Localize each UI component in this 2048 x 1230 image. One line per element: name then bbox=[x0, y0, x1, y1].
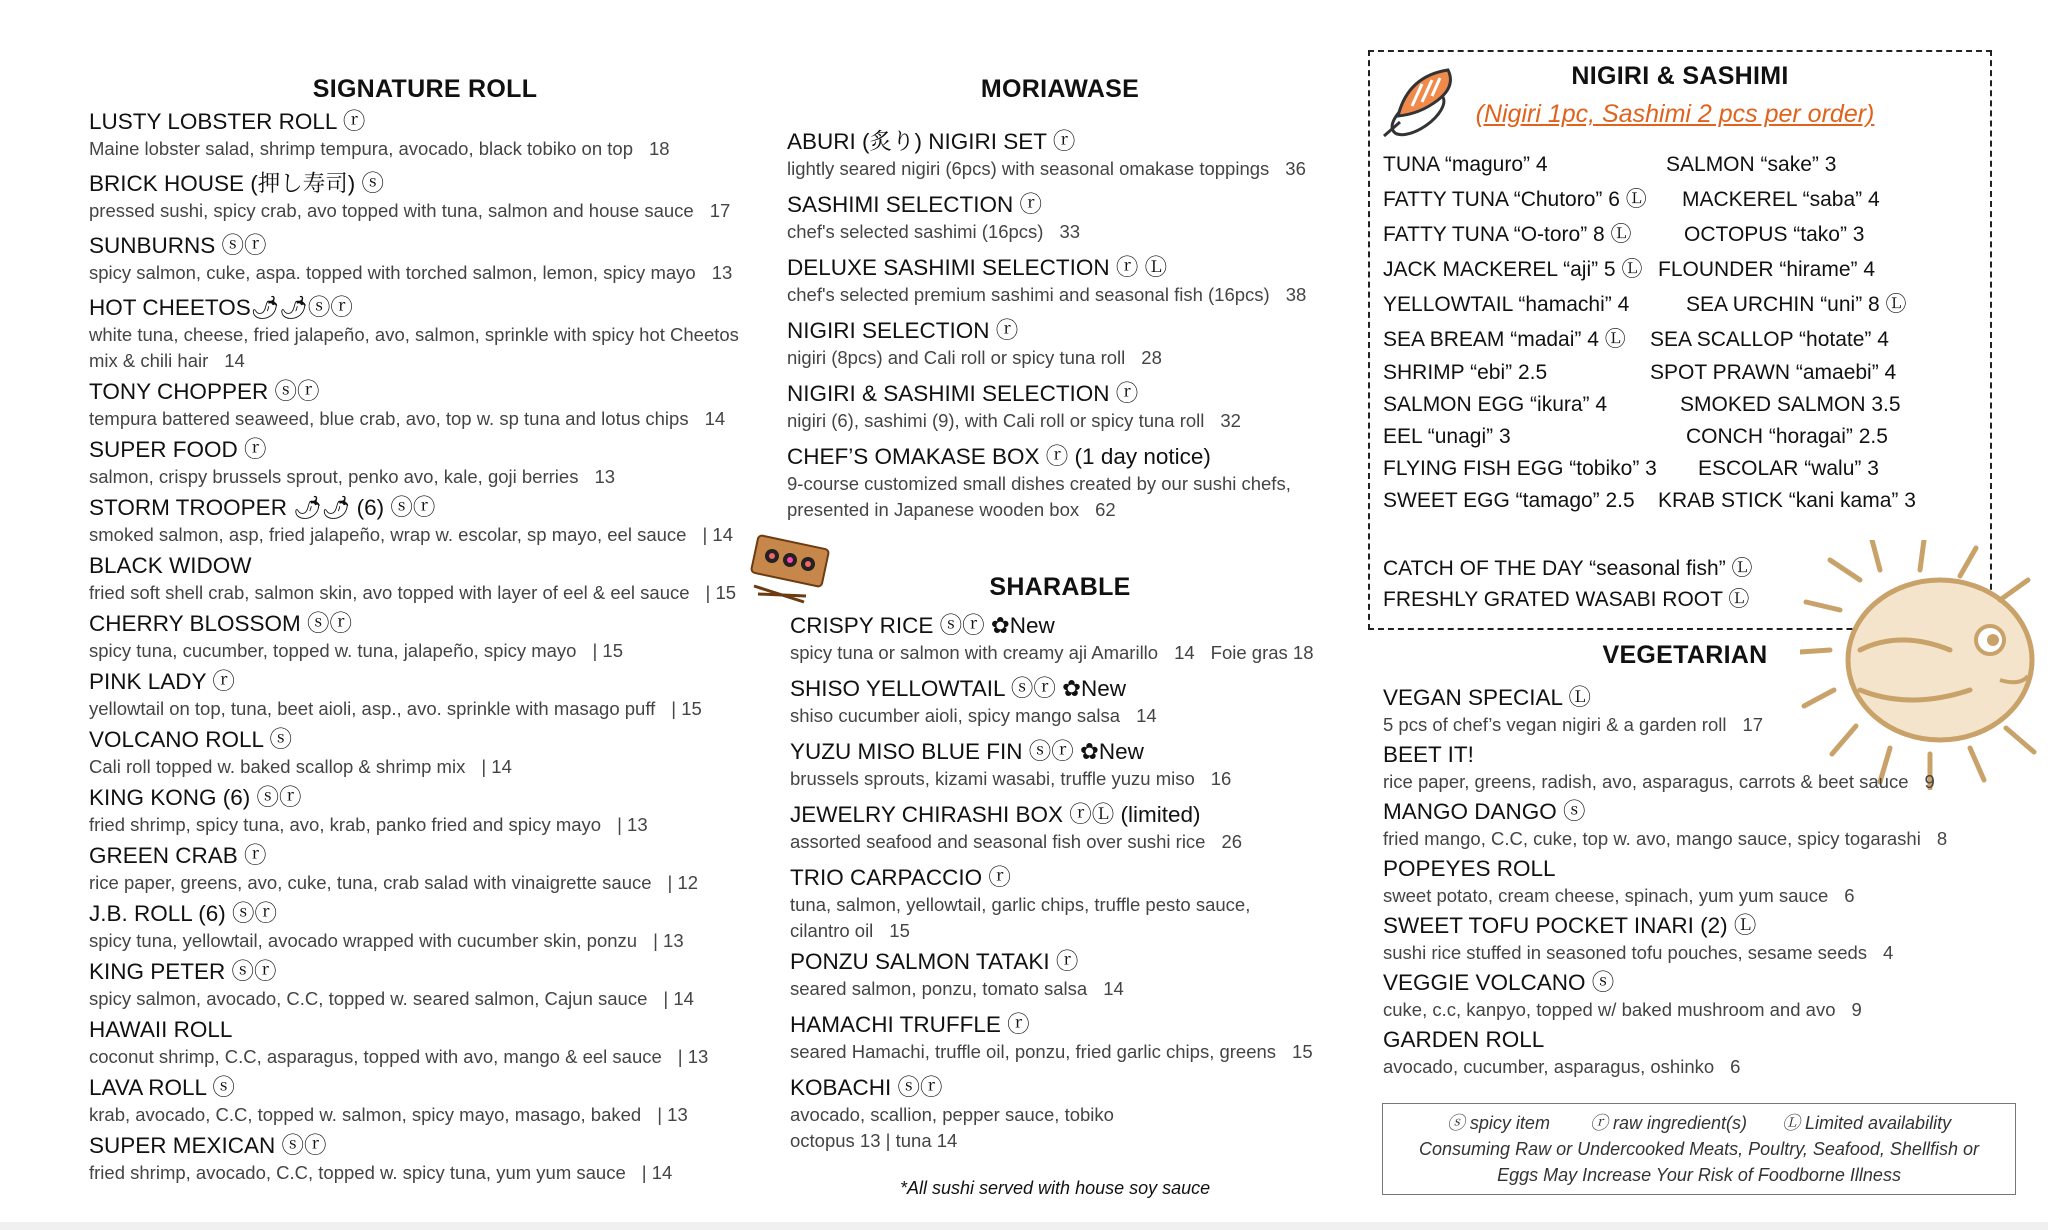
nigiri-item: SPOT PRAWN “amaebi” 4 bbox=[1650, 361, 1897, 384]
sharable-title: SHARABLE bbox=[989, 573, 1131, 601]
menu-item: HAMACHI TRUFFLE ⓡ seared Hamachi, truffle oil, ponzu, fried garlic chips, greens 15 bbox=[790, 1012, 1313, 1062]
nigiri-item: KRAB STICK “kani kama” 3 bbox=[1658, 489, 1916, 512]
menu-item: SHISO YELLOWTAIL ⓢⓡ ✿New shiso cucumber aioli, spicy mango salsa 14 bbox=[790, 676, 1157, 726]
menu-item: GREEN CRAB ⓡ rice paper, greens, avo, cuke, tuna, crab salad with vinaigrette sauce | 12 bbox=[89, 843, 699, 893]
menu-item: KOBACHI ⓢⓡ avocado, scallion, pepper sauce, tobiko octopus 13 | tuna 14 bbox=[790, 1075, 1114, 1151]
menu-item: LAVA ROLL ⓢ krab, avocado, C.C, topped w. salmon, spicy mayo, masago, baked | 13 bbox=[89, 1075, 688, 1125]
menu-item: MANGO DANGO ⓢ fried mango, C.C, cuke, top w. avo, mango sauce, spicy togarashi 8 bbox=[1383, 799, 1948, 849]
menu-item: YUZU MISO BLUE FIN ⓢⓡ ✿New brussels sprouts, kizami wasabi, truffle yuzu miso 16 bbox=[790, 739, 1232, 789]
menu-item: GARDEN ROLL avocado, cucumber, asparagus, oshinko 6 bbox=[1383, 1027, 1741, 1077]
nigiri-item: FLOUNDER “hirame” 4 bbox=[1658, 258, 1876, 281]
sharable-list bbox=[790, 612, 1350, 1154]
menu-item: TRIO CARPACCIO ⓡ tuna, salmon, yellowtail, garlic chips, truffle pesto sauce, cilantro oil 15 bbox=[790, 865, 1251, 941]
menu-item: SUNBURNS ⓢⓡ spicy salmon, cuke, aspa. topped with torched salmon, lemon, spicy mayo 13 bbox=[89, 233, 733, 283]
fresh-wasabi-root: FRESHLY GRATED WASABI ROOT Ⓛ bbox=[1383, 588, 1750, 611]
menu-item: NIGIRI SELECTION ⓡ nigiri (8pcs) and Cali roll or spicy tuna roll 28 bbox=[787, 318, 1162, 368]
menu-item: BEET IT! rice paper, greens, radish, avo, asparagus, carrots & beet sauce 9 bbox=[1383, 742, 1935, 792]
sushi-board-icon bbox=[748, 532, 834, 604]
nigiri-item: CONCH “horagai” 2.5 bbox=[1686, 425, 1888, 448]
legend-warning-line1: Consuming Raw or Undercooked Meats, Poultry, Seafood, Shellfish or bbox=[1419, 1139, 1979, 1159]
menu-item: POPEYES ROLL sweet potato, cream cheese, spinach, yum yum sauce 6 bbox=[1383, 856, 1855, 906]
menu-item: BLACK WIDOW fried soft shell crab, salmon skin, avo topped with layer of eel & eel sauce | 15 bbox=[89, 553, 737, 603]
menu-item: SUPER FOOD ⓡ salmon, crispy brussels sprout, penko avo, kale, goji berries 13 bbox=[89, 437, 616, 487]
nigiri-item: EEL “unagi” 3 bbox=[1383, 425, 1511, 448]
menu-item: CRISPY RICE ⓢⓡ ✿New spicy tuna or salmon with creamy aji Amarillo 14 Foie gras 18 bbox=[790, 613, 1314, 663]
menu-item: VEGGIE VOLCANO ⓢ cuke, c.c, kanpyo, topped w/ baked mushroom and avo 9 bbox=[1383, 970, 1862, 1020]
moriawase-title: MORIAWASE bbox=[980, 75, 1140, 103]
catch-of-the-day: CATCH OF THE DAY “seasonal fish” Ⓛ bbox=[1383, 557, 1753, 580]
menu-item: HOT CHEETOS🌶🌶ⓢⓡ white tuna, cheese, fried jalapeño, avo, salmon, sprinkle with spicy hot Cheetos mix & chili hair 14 bbox=[89, 295, 739, 371]
legend-warning-line2: Eggs May Increase Your Risk of Foodborne Illness bbox=[1497, 1165, 1901, 1185]
vegetarian-list bbox=[1383, 684, 1983, 1080]
menu-item: ABURI (炙り) NIGIRI SET ⓡ lightly seared nigiri (6pcs) with seasonal omakase toppings 36 bbox=[787, 129, 1306, 179]
nigiri-item: MACKEREL “saba” 4 bbox=[1682, 188, 1880, 211]
menu-item: JEWELRY CHIRASHI BOX ⓡⓁ (limited) assorted seafood and seasonal fish over sushi rice 26 bbox=[790, 802, 1243, 852]
nigiri-sashimi-subtitle: (Nigiri 1pc, Sashimi 2 pcs per order) bbox=[1475, 100, 1875, 128]
nigiri-item: SEA SCALLOP “hotate” 4 bbox=[1650, 328, 1889, 351]
menu-item: VOLCANO ROLL ⓢ Cali roll topped w. baked scallop & shrimp mix | 14 bbox=[89, 727, 512, 777]
nigiri-item: SEA URCHIN “uni” 8 Ⓛ bbox=[1686, 293, 1907, 316]
nigiri-item: SALMON EGG “ikura” 4 bbox=[1383, 393, 1608, 416]
menu-item: SUPER MEXICAN ⓢⓡ fried shrimp, avocado, C.C, topped w. spicy tuna, yum yum sauce | 14 bbox=[89, 1133, 673, 1183]
nigiri-item: SHRIMP “ebi” 2.5 bbox=[1383, 361, 1548, 384]
legend-symbols: ⓢ spicy item ⓡ raw ingredient(s) Ⓛ Limited availability bbox=[1446, 1113, 1952, 1133]
nigiri-item: TUNA “maguro” 4 bbox=[1383, 153, 1548, 176]
moriawase-list bbox=[787, 128, 1347, 523]
menu-item: J.B. ROLL (6) ⓢⓡ spicy tuna, yellowtail, avocado wrapped with cucumber skin, ponzu | 13 bbox=[89, 901, 684, 951]
nigiri-item: FLYING FISH EGG “tobiko” 3 bbox=[1383, 457, 1657, 480]
soy-sauce-footnote: *All sushi served with house soy sauce bbox=[900, 1178, 1211, 1198]
nigiri-item: FATTY TUNA “Chutoro” 6 Ⓛ bbox=[1383, 188, 1647, 211]
menu-item: STORM TROOPER 🌶🌶 (6) ⓢⓡ smoked salmon, asp, fried jalapeño, wrap w. escolar, sp mayo, eel sauce | 14 bbox=[89, 495, 733, 545]
nigiri-item: SALMON “sake” 3 bbox=[1666, 153, 1837, 176]
menu-item: NIGIRI & SASHIMI SELECTION ⓡ nigiri (6), sashimi (9), with Cali roll or spicy tuna roll 32 bbox=[787, 381, 1241, 431]
signature-roll-title: SIGNATURE ROLL bbox=[312, 75, 538, 103]
nigiri-item: JACK MACKEREL “aji” 5 Ⓛ bbox=[1383, 258, 1643, 281]
nigiri-right-list bbox=[1650, 152, 1916, 520]
nigiri-sashimi-title: NIGIRI & SASHIMI bbox=[1571, 62, 1789, 90]
menu-item: BRICK HOUSE (押し寿司) ⓢ pressed sushi, spicy crab, avo topped with tuna, salmon and house sauce 17 bbox=[89, 171, 731, 221]
menu-item: KING KONG (6) ⓢⓡ fried shrimp, spicy tuna, avo, krab, panko fried and spicy mayo | 13 bbox=[89, 785, 648, 835]
menu-item: DELUXE SASHIMI SELECTION ⓡ Ⓛ chef's selected premium sashimi and seasonal fish (16pcs) 38 bbox=[787, 255, 1307, 305]
bottom-shadow bbox=[0, 1222, 2048, 1230]
nigiri-item: SWEET EGG “tamago” 2.5 bbox=[1383, 489, 1635, 512]
menu-item: TONY CHOPPER ⓢⓡ tempura battered seaweed, blue crab, avo, top w. sp tuna and lotus chips 14 bbox=[89, 379, 726, 429]
nigiri-item: OCTOPUS “tako” 3 bbox=[1684, 223, 1865, 246]
menu-item: VEGAN SPECIAL Ⓛ 5 pcs of chef’s vegan nigiri & a garden roll 17 bbox=[1383, 685, 1764, 735]
nigiri-item: SEA BREAM “madai” 4 Ⓛ bbox=[1383, 328, 1626, 351]
menu-item: CHEF’S OMAKASE BOX ⓡ (1 day notice) 9-course customized small dishes created by our sushi chefs, presented in Japanese wooden box 62 bbox=[787, 444, 1291, 520]
nigiri-left-list bbox=[1383, 152, 1657, 520]
menu-item: PONZU SALMON TATAKI ⓡ seared salmon, ponzu, tomato salsa 14 bbox=[790, 949, 1124, 999]
nigiri-item: FATTY TUNA “O-toro” 8 Ⓛ bbox=[1383, 223, 1632, 246]
nigiri-item: YELLOWTAIL “hamachi” 4 bbox=[1383, 293, 1630, 316]
menu-item: SASHIMI SELECTION ⓡ chef's selected sashimi (16pcs) 33 bbox=[787, 192, 1081, 242]
nigiri-item: ESCOLAR “walu” 3 bbox=[1698, 457, 1879, 480]
signature-roll-list bbox=[89, 108, 769, 1186]
legend-box bbox=[1382, 1103, 2016, 1195]
shrimp-nigiri-icon bbox=[1378, 56, 1464, 142]
menu-item: HAWAII ROLL coconut shrimp, C.C, asparagus, topped with avo, mango & eel sauce | 13 bbox=[89, 1017, 709, 1067]
menu-item: LUSTY LOBSTER ROLL ⓡ Maine lobster salad, shrimp tempura, avocado, black tobiko on top 18 bbox=[89, 109, 670, 159]
vegetarian-title: VEGETARIAN bbox=[1602, 641, 1768, 669]
menu-item: SWEET TOFU POCKET INARI (2) Ⓛ sushi rice stuffed in seasoned tofu pouches, sesame seeds 4 bbox=[1383, 913, 1894, 963]
menu-item: PINK LADY ⓡ yellowtail on top, tuna, beet aioli, asp., avo. sprinkle with masago puff | 15 bbox=[89, 669, 702, 719]
menu-item: CHERRY BLOSSOM ⓢⓡ spicy tuna, cucumber, topped w. tuna, jalapeño, spicy mayo | 15 bbox=[89, 611, 623, 661]
nigiri-item: SMOKED SALMON 3.5 bbox=[1680, 393, 1901, 416]
menu-item: KING PETER ⓢⓡ spicy salmon, avocado, C.C, topped w. seared salmon, Cajun sauce | 14 bbox=[89, 959, 694, 1009]
